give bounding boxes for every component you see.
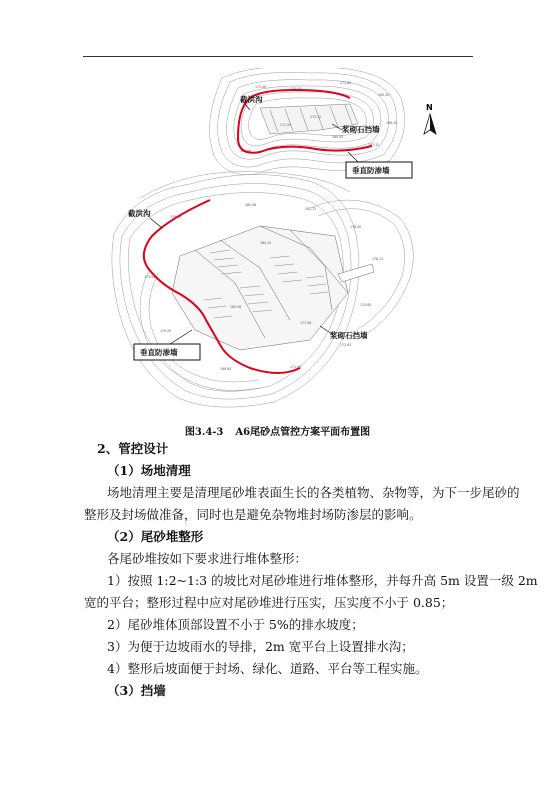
svg-text:178.40: 178.40 [350,225,362,229]
bottom-label-cutoff-wall: 垂直防渗墙 [140,348,178,357]
svg-text:184.10: 184.10 [260,241,272,245]
svg-text:176.11: 176.11 [372,257,384,261]
site-plan-drawing [110,68,450,418]
svg-text:171.05: 171.05 [290,365,302,369]
svg-text:169.05: 169.05 [332,135,344,139]
svg-text:171.50: 171.50 [280,123,292,127]
header-rule [83,56,473,57]
svg-text:172.63: 172.63 [340,343,352,347]
list-item-1-line-1: 1）按照 1:2~1:3 的坡比对尾砂堆进行堆体整形，并每升高 5m 设置一级 2m [107,573,538,588]
top-map [210,68,437,178]
svg-text:170.45: 170.45 [290,87,302,91]
paragraph-2-intro: 各尾砂堆按如下要求进行堆体整形： [107,551,308,566]
paragraph-1-line-2: 整形及封场做准备，同时也是避免杂物堆封场防渗层的影响。 [84,507,422,522]
subheading-retaining-wall: （3）挡墙 [107,683,166,698]
bottom-map [112,172,413,408]
svg-text:168.35: 168.35 [386,121,398,125]
list-item-2: 2）尾砂堆体顶部设置不小于 5%的排水坡度； [107,617,364,632]
list-item-3: 3）为便于边坡雨水的导排，2m 宽平台上设置排水沟； [107,639,414,654]
svg-text:N: N [426,103,433,112]
figure-caption [0,423,555,438]
top-label-cutoff-wall: 垂直防渗墙 [352,166,390,175]
figure-title: A6尾砂点管控方案平面布置图 [235,427,371,438]
svg-text:173.91: 173.91 [144,275,156,279]
svg-text:167.11: 167.11 [368,143,380,147]
subheading-tailings-shaping: （2）尾砂堆整形 [107,529,204,544]
svg-text:181.72: 181.72 [305,207,317,211]
svg-text:185.46: 185.46 [245,203,257,207]
svg-text:173.12: 173.12 [310,115,322,119]
svg-text:169.32: 169.32 [378,93,390,97]
subheading-site-clearing: （1）场地清理 [107,463,191,478]
list-item-1-line-2: 宽的平台；整形过程中应对尾砂堆进行压实，压实度不小于 0.85； [84,595,454,610]
svg-text:174.85: 174.85 [360,303,372,307]
svg-text:169.84: 169.84 [220,367,232,371]
bottom-label-intercept-ditch: 截洪沟 [128,209,151,218]
top-label-retaining-wall: 浆砌石挡墙 [342,125,380,134]
svg-text:170.20: 170.20 [160,329,172,333]
svg-text:166.94: 166.94 [240,149,252,153]
svg-text:172.80: 172.80 [340,81,352,85]
paragraph-1-line-1: 场地清理主要是清理尾砂堆表面生长的各类植物、杂物等，为下一步尾砂的 [107,485,520,500]
list-item-4: 4）整形后坡面便于封场、绿化、道路、平台等工程实施。 [107,661,428,676]
top-label-intercept-ditch: 截洪沟 [240,95,263,104]
svg-text:171.06: 171.06 [255,85,267,89]
bottom-label-retaining-wall: 浆砌石挡墙 [330,331,368,340]
svg-text:177.08: 177.08 [300,321,312,325]
section-heading: 2、管控设计 [97,441,169,456]
figure-number: 图3.4-3 [184,427,224,438]
north-arrow-icon [424,103,436,134]
svg-text:180.56: 180.56 [230,305,242,309]
site-plan-figure [110,68,450,418]
svg-text:179.33: 179.33 [170,215,182,219]
